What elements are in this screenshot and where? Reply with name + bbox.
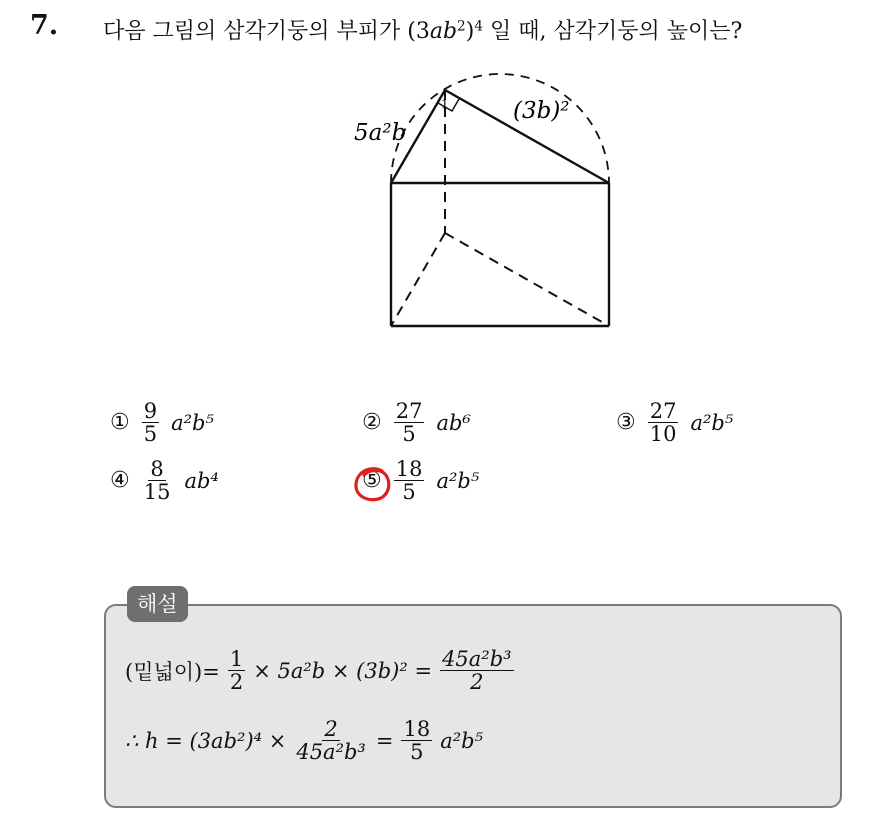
- choice-5-fraction: [394, 458, 425, 503]
- choice-3-number: ③: [616, 410, 636, 436]
- choice-5-term: a²b⁵: [436, 468, 480, 493]
- line1-f2-den: 2: [470, 670, 484, 695]
- choice-1-numerator: 9: [143, 399, 158, 423]
- choice-3-term: a²b⁵: [690, 410, 734, 435]
- line2-f2-den: 5: [410, 740, 424, 765]
- choice-1-denominator: 5: [143, 422, 158, 447]
- choice-2-term: ab⁶: [436, 410, 471, 435]
- choice-1-term: a²b⁵: [171, 410, 214, 435]
- explanation-box: [104, 604, 842, 808]
- choice-4-numerator: 8: [150, 457, 164, 481]
- choice-4[interactable]: [110, 458, 219, 503]
- line1-f1-num: 1: [229, 647, 244, 671]
- line1-lhs: (밑넓이)=: [125, 659, 220, 684]
- choice-4-number: ④: [110, 468, 130, 494]
- choice-1-fraction: [142, 400, 159, 445]
- label-left-side: 5a²b: [354, 120, 407, 146]
- line1-f1-den: 2: [229, 670, 244, 695]
- line1-mid: × 5a²b × (3b)² =: [253, 658, 433, 683]
- choice-2-denominator: 5: [402, 422, 416, 447]
- line2-tail: a²b⁵: [440, 728, 484, 753]
- choice-2-numerator: 27: [395, 399, 423, 423]
- question-text-close: ): [465, 19, 475, 44]
- line2-lhs: ∴ h = (3ab²)⁴ ×: [125, 728, 287, 753]
- prism-figure: [0, 0, 884, 360]
- choice-3-numerator: 27: [649, 399, 677, 423]
- choice-1-number: ①: [110, 410, 130, 436]
- line1-fraction-1: [228, 648, 245, 693]
- choice-1[interactable]: [110, 400, 214, 445]
- question-text-exp-inner: 2: [457, 18, 466, 35]
- explanation-line-2: [125, 718, 483, 763]
- question-number: 7.: [30, 10, 59, 41]
- explanation-line-1: [125, 648, 516, 693]
- line2-f1-den: 45a²b³: [296, 740, 366, 765]
- line2-fraction-2: [401, 718, 432, 763]
- choice-4-fraction: [142, 458, 173, 503]
- choice-2-fraction: [394, 400, 425, 445]
- explanation-tab: 해설: [127, 586, 188, 622]
- line1-fraction-2: [440, 648, 514, 693]
- choice-5-number: ⑤: [362, 468, 382, 494]
- question-text-exp-outer: 4: [474, 18, 483, 35]
- question-text-before: 다음 그림의 삼각기둥의 부피가 (3: [103, 19, 430, 44]
- choice-2[interactable]: [362, 400, 471, 445]
- question-text-after: 일 때, 삼각기둥의 높이는?: [482, 19, 743, 44]
- choice-5-denominator: 5: [402, 480, 416, 505]
- choice-5-numerator: 18: [395, 457, 423, 481]
- choice-3-fraction: [648, 400, 679, 445]
- hidden-edge-left: [391, 233, 445, 326]
- hidden-edge-right: [445, 233, 609, 326]
- line2-fraction-1: [294, 718, 368, 763]
- question-text-base: ab: [429, 19, 458, 44]
- line2-f2-num: 18: [403, 717, 431, 741]
- line1-f2-num: 45a²b³: [442, 647, 512, 671]
- choice-3[interactable]: [616, 400, 733, 445]
- choice-2-number: ②: [362, 410, 382, 436]
- label-right-side: (3b)²: [513, 98, 570, 124]
- answer-mark-circle-icon: [352, 463, 394, 505]
- line2-eq: =: [375, 728, 394, 753]
- choice-3-denominator: 10: [649, 422, 677, 447]
- line2-f1-num: 2: [324, 717, 338, 741]
- right-angle-label: 1: [441, 97, 449, 111]
- choice-4-term: ab⁴: [184, 468, 219, 493]
- choice-4-denominator: 15: [143, 480, 171, 505]
